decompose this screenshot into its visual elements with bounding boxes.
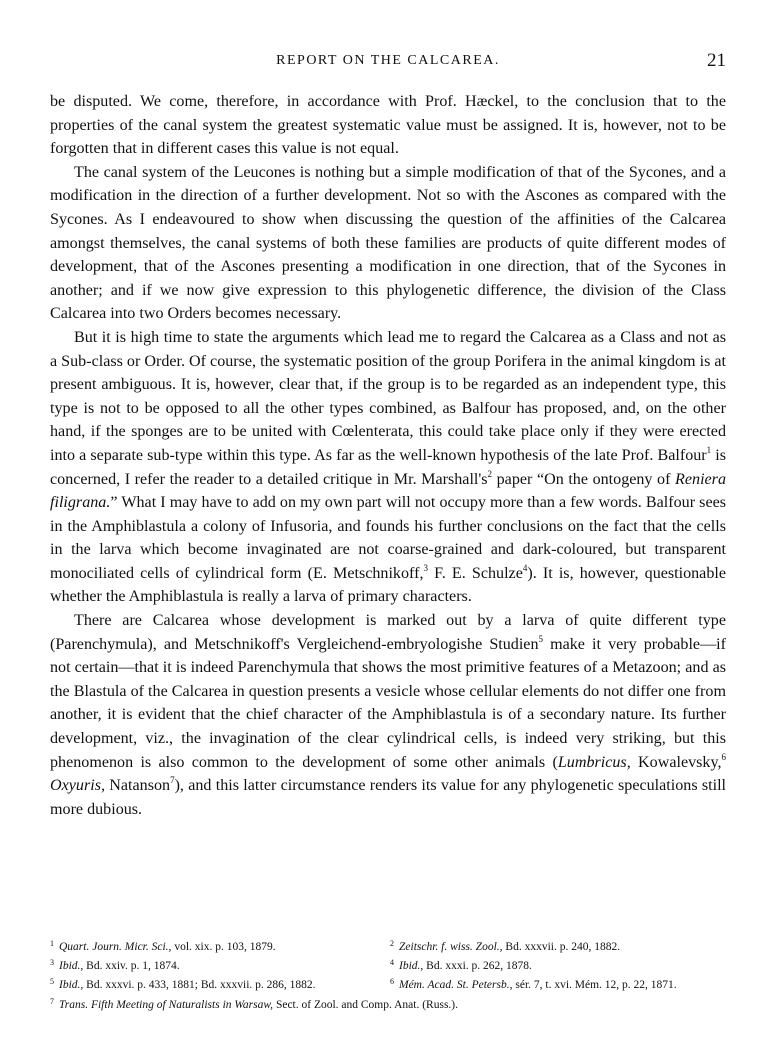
paragraph-2: The canal system of the Leucones is nothing but a simple modification of that of the Sycones, and a modification in the direction of a further development. Not so with the Ascones as compared with the Sycones. As I endeavoured to show when discussing the question of the affinities of the Calcarea amongst themselves, the canal systems of both these families are products of quite different modes of development, that of the Ascones presenting a modification in one direction, that of the Sycones in another; and if we now give expression to this phylogenetic difference, the division of the Class Calcarea into two Orders becomes necessary. [50,163,726,323]
paragraph-4 [50,609,726,821]
text-run: But it is high time to state the arguments which lead me to regard the Calcarea as a Class and not as a Sub-class or Order. Of course, the systematic position of the group Porifera in the animal kingdom is at present ambiguous. It is, however, clear that, if the group is to be regarded as an independent type, this type is not to be opposed to all the other types combined, as Balfour has proposed, and, on the other hand, if the sponges are to be united with Cœlenterata, this could take place only if they were erected into a separate sub-type within this type. As far as the well-known hypothesis of the late Prof. Balfour [50,328,726,464]
text-run: ” What I may have to add on my own part will not occupy more than a few words. Balfour sees in the Amphiblastula a colony of Infusoria, and founds his further conclusions on the fact that the cells in the larva which become invaginated are not coarse-grained and dark-coloured, but transparent monociliated cells of cylindrical form (E. Metschnikoff, [50,494,726,582]
text-run: make it very probable—if not certain—that it is indeed Parenchymula that shows the most primitive features of a Metazoon; and as the Blastula of the Calcarea in question presents a vesicle whose cellular elements do not differ one from another, it is evident that the chief character of the Amphiblastula is of a secondary nature. Its further development, viz., the invagination of the clear cylindrical cells, is indeed very striking, but this phenomenon is also common to the development of some other animals ( [50,635,726,771]
footnote-source: Mém. Acad. St. Petersb., [399,979,513,992]
footnote-ref-4: 4 [522,562,528,573]
text-run: Kowalevsky, [630,753,722,771]
text-run: ), and this latter circumstance renders its value for any phylogenetic speculations still more dubious. [50,777,727,818]
footnotes [50,936,726,1013]
footnote-2 [390,936,726,955]
paragraph-3 [50,326,726,609]
footnote-ref-1: 1 [706,444,712,455]
footnote-detail: vol. xix. p. 103, 1879. [171,941,276,953]
text-run: is concerned, I refer the reader to a detailed critique in Mr. Marshall's [50,446,726,488]
footnote-1 [50,936,390,955]
footnote-ref-3: 3 [423,562,428,573]
footnote-5 [50,974,390,993]
footnote-ref-7: 7 [170,775,175,786]
genus-name-italic: Lumbricus, [557,753,631,771]
footnote-number: 3 [50,958,54,968]
body-text [50,90,726,821]
footnote-number: 1 [50,939,54,948]
footnote-number: 4 [390,958,394,968]
footnote-detail: Bd. xxxi. p. 262, 1878. [423,960,532,973]
footnote-source: Trans. Fifth Meeting of Naturalists in Warsaw, [59,998,274,1011]
footnote-3 [50,955,390,974]
footnote-detail: Sect. of Zool. and Comp. Anat. (Russ.). [273,998,459,1011]
footnote-number: 5 [50,977,54,987]
paragraph-1: be disputed. We come, therefore, in accordance with Prof. Hæckel, to the conclusion that to the properties of the canal system the greatest systematic value must be assigned. It is, however, not to be forgotten that in different cases this value is not equal. [50,93,726,158]
text-run: F. E. Schulze [427,564,523,582]
footnote-number: 6 [390,977,394,987]
footnote-7 [50,994,726,1013]
footnote-6 [390,974,726,993]
footnote-row [50,955,726,974]
footnote-ref-5: 5 [538,633,543,644]
footnote-detail: Bd. xxxvi. p. 433, 1881; Bd. xxxvii. p. 286, 1882. [83,979,316,992]
page-header [50,50,726,72]
footnote-row [50,936,726,955]
footnote-4 [390,955,726,974]
footnote-source: Quart. Journ. Micr. Sci., [59,941,172,953]
footnote-ref-2: 2 [487,468,493,479]
footnote-source: Zeitschr. f. wiss. Zool., [399,941,503,953]
footnote-row [50,974,726,993]
footnote-ref-6: 6 [721,751,726,762]
footnote-detail: Bd. xxxvii. p. 240, 1882. [502,941,621,953]
footnote-number: 7 [50,996,54,1006]
footnote-source: Ibid., [399,960,424,973]
footnote-source: Ibid., [59,979,84,992]
text-run: ). It is, however, questionable whether the Amphiblastula is really a larva of primary characters. [50,564,726,606]
text-run: paper “On the ontogeny of [492,470,676,488]
text-run: Natanson [104,777,171,795]
page-number: 21 [707,50,726,71]
text-run: There are Calcarea whose development is marked out by a larva of quite different type (Parenchymula), and Metschnikoff's Vergleichend-embryologishe Studien [50,612,726,653]
running-title: REPORT ON THE CALCAREA. [276,53,500,68]
species-name-italic: Reniera filigrana. [50,470,726,512]
footnote-source: Ibid., [59,960,84,973]
genus-name-italic: Oxyuris, [50,777,105,795]
footnote-number: 2 [390,939,394,948]
footnote-detail: sér. 7, t. xvi. Mém. 12, p. 22, 1871. [512,979,677,992]
footnote-detail: Bd. xxiv. p. 1, 1874. [83,960,180,973]
